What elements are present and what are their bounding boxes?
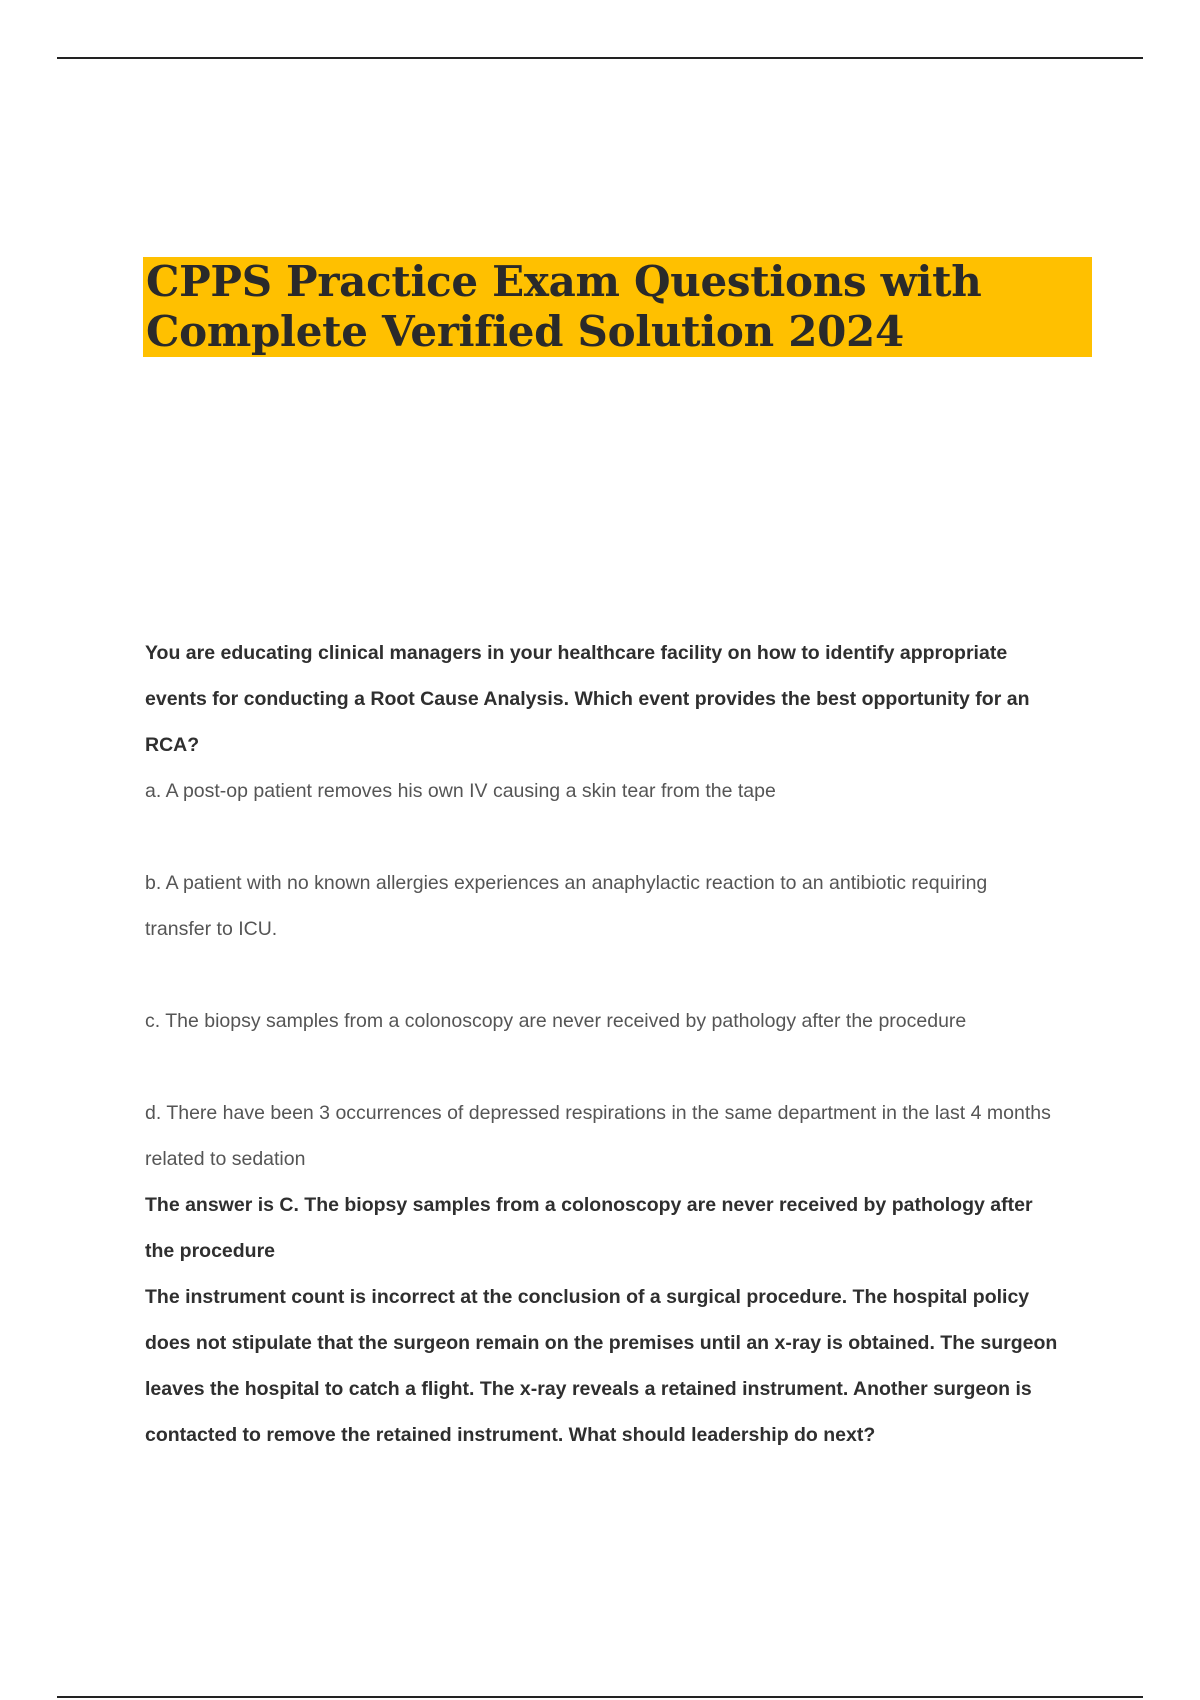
top-rule: [57, 57, 1143, 59]
question-2-line-1: The instrument count is incorrect at the conclusion of a surgical procedure. The hospital policy: [145, 1286, 1030, 1308]
spacer: [145, 814, 1095, 860]
option-d-line-2: related to sedation: [145, 1148, 306, 1170]
document-body: [145, 630, 1095, 1458]
bottom-rule: [57, 1696, 1143, 1698]
question-1-line-3: RCA?: [145, 734, 200, 756]
document-title: [143, 257, 1092, 357]
question-2-line-4: contacted to remove the retained instrument. What should leadership do next?: [145, 1424, 876, 1446]
title-line-2: Complete Verified Solution 2024: [146, 307, 904, 356]
answer-line-1: The answer is C. The biopsy samples from a colonoscopy are never received by pathology after: [145, 1194, 1033, 1216]
option-d-line-1: d. There have been 3 occurrences of depressed respirations in the same department in the last 4 months: [145, 1102, 1051, 1124]
question-1-line-2: events for conducting a Root Cause Analysis. Which event provides the best opportunity for an: [145, 688, 1030, 710]
question-2-line-2: does not stipulate that the surgeon remain on the premises until an x-ray is obtained. The surgeon: [145, 1332, 1058, 1354]
question-1: [145, 630, 1095, 1274]
spacer: [145, 1044, 1095, 1090]
spacer: [145, 952, 1095, 998]
option-c: c. The biopsy samples from a colonoscopy are never received by pathology after the procedure: [145, 1010, 967, 1032]
question-2: [145, 1274, 1095, 1458]
question-2-line-3: leaves the hospital to catch a flight. The x-ray reveals a retained instrument. Another surgeon is: [145, 1378, 1032, 1400]
option-b-line-2: transfer to ICU.: [145, 918, 278, 940]
question-1-line-1: You are educating clinical managers in your healthcare facility on how to identify appropriate: [145, 642, 1008, 664]
option-a: a. A post-op patient removes his own IV causing a skin tear from the tape: [145, 780, 776, 802]
title-line-1: CPPS Practice Exam Questions with: [146, 257, 982, 306]
option-b-line-1: b. A patient with no known allergies experiences an anaphylactic reaction to an antibiotic requiring: [145, 872, 988, 894]
answer-line-2: the procedure: [145, 1240, 276, 1262]
